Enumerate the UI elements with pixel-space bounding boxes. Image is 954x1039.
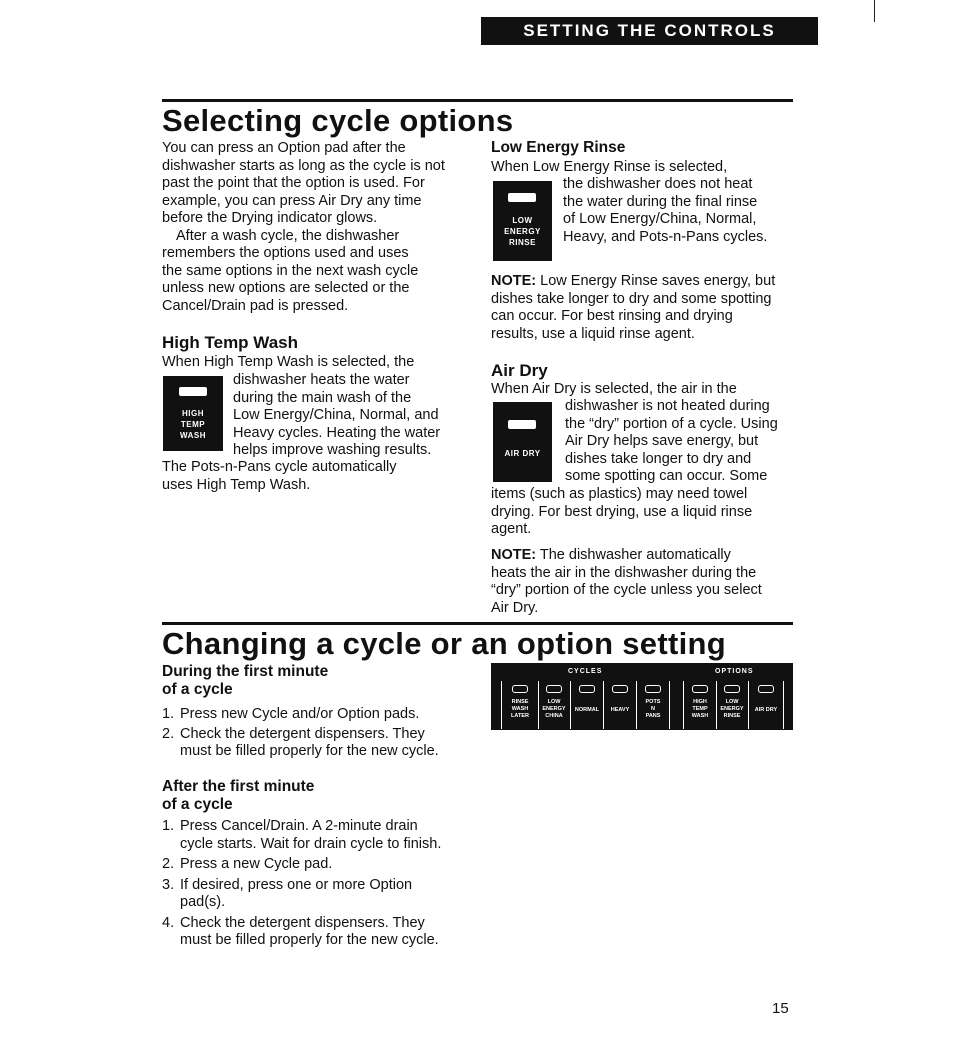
pad-label: HIGH TEMP WASH [180, 409, 206, 440]
step-item: 4. Check the detergent dispensers. They must be filled properly for the new cycle. [162, 914, 439, 948]
air-dry-option-pad: AIR DRY [749, 681, 784, 729]
heavy-pad: HEAVY [604, 681, 637, 729]
rinse-wash-later-pad: RINSE WASH LATER [501, 681, 539, 729]
high-temp-wrap-text: dishwasher heats the water during the main wash of the Low Energy/China, Normal, and Heavy cycles. Heating the water helps improve washing results. [233, 372, 441, 458]
air-dry-lead: When Air Dry is selected, the air in the [491, 381, 737, 397]
section-title: Changing a cycle or an option setting [162, 626, 726, 661]
text-line: After a wash cycle, the dishwasher [176, 227, 400, 244]
text-line: Cancel/Drain pad is pressed. [162, 297, 349, 314]
text-line: before the Drying indicator glows. [162, 210, 378, 226]
first-minute-steps [162, 706, 472, 761]
text-line: past the point that the option is used. For [162, 175, 425, 191]
cycles-label: CYCLES [568, 668, 603, 675]
text-line: example, you can press Air Dry any time [162, 192, 422, 209]
low-energy-lead: When Low Energy Rinse is selected, [491, 159, 728, 175]
text-line: You can press an Option pad after the [162, 140, 406, 156]
text-line: unless new options are selected or the [162, 280, 410, 296]
pad-button-icon [546, 685, 562, 693]
step-item: 1. Press Cancel/Drain. A 2-minute drain cycle starts. Wait for drain cycle to finish. [162, 818, 442, 852]
pad-button-icon [758, 685, 774, 693]
high-temp-after-text: The Pots-n-Pans cycle automatically uses High Temp Wash. [162, 459, 397, 493]
air-dry-note: NOTE: The dishwasher automatically heats the air in the dishwasher during the “dry” portion of the cycle unless you select Air Dry. [491, 547, 762, 616]
text-line: the same options in the next wash cycle [162, 262, 419, 279]
step-item: 3. If desired, press one or more Option pad(s). [162, 876, 413, 910]
intro-paragraph [162, 140, 472, 315]
pad-indicator [508, 193, 536, 202]
normal-pad: NORMAL [571, 681, 604, 729]
pad-button-icon [579, 685, 595, 693]
page-number: 15 [772, 1000, 789, 1017]
section-tab: SETTING THE CONTROLS [481, 17, 818, 45]
pad-indicator [508, 420, 536, 429]
high-temp-wash-pad-icon [163, 376, 223, 451]
section-rule [162, 622, 793, 625]
low-energy-china-pad: LOW ENERGY CHINA [538, 681, 571, 729]
pad-label: LOW ENERGY RINSE [504, 216, 541, 247]
high-temp-heading: High Temp Wash [162, 333, 298, 352]
first-minute-heading: During the first minute of a cycle [162, 663, 329, 698]
air-dry-heading: Air Dry [491, 361, 548, 380]
pad-button-icon [724, 685, 740, 693]
air-dry-pad-icon [493, 402, 552, 482]
text-line: dishwasher starts as long as the cycle is not [162, 157, 445, 174]
after-first-minute-heading: After the first minute of a cycle [162, 778, 315, 813]
pad-button-icon [512, 685, 528, 693]
options-label: OPTIONS [715, 668, 754, 675]
high-temp-lead: When High Temp Wash is selected, the [162, 354, 415, 370]
section-rule [162, 99, 793, 102]
pad-button-icon [612, 685, 628, 693]
step-item: 2. Check the detergent dispensers. They must be filled properly for the new cycle. [162, 725, 439, 759]
pad-indicator [179, 387, 207, 396]
low-energy-heading: Low Energy Rinse [491, 139, 626, 156]
low-energy-rinse-option-pad: LOW ENERGY RINSE [716, 681, 749, 729]
step-item: 1. Press new Cycle and/or Option pads. [162, 706, 420, 722]
low-energy-note: NOTE: Low Energy Rinse saves energy, but dishes take longer to dry and some spotting can occur. For best rinsing and drying results, use a liquid rinse agent. [491, 273, 776, 342]
air-dry-wrap-text: dishwasher is not heated during the “dry” portion of a cycle. Using Air Dry helps save energy, but dishes take longer to dry and some spotting can occur. Some [565, 398, 778, 484]
air-dry-after-text: items (such as plastics) may need towel drying. For best drying, use a liquid rinse agent. [491, 486, 753, 537]
control-panel-illustration [491, 663, 793, 730]
section-title: Selecting cycle options [162, 103, 514, 138]
edge-mark [874, 0, 875, 22]
pots-n-pans-pad: POTS N PANS [637, 681, 670, 729]
high-temp-wash-option-pad: HIGH TEMP WASH [683, 681, 717, 729]
after-first-minute-steps [162, 818, 472, 950]
pad-button-icon [645, 685, 661, 693]
step-item: 2. Press a new Cycle pad. [162, 856, 333, 872]
low-energy-rinse-pad-icon [493, 181, 552, 261]
text-line: remembers the options used and uses [162, 245, 409, 261]
low-energy-wrap-text: the dishwasher does not heat the water during the final rinse of Low Energy/China, Normal, Heavy, and Pots-n-Pans cycles. [563, 176, 768, 245]
pad-button-icon [692, 685, 708, 693]
pad-label: AIR DRY [504, 449, 541, 458]
